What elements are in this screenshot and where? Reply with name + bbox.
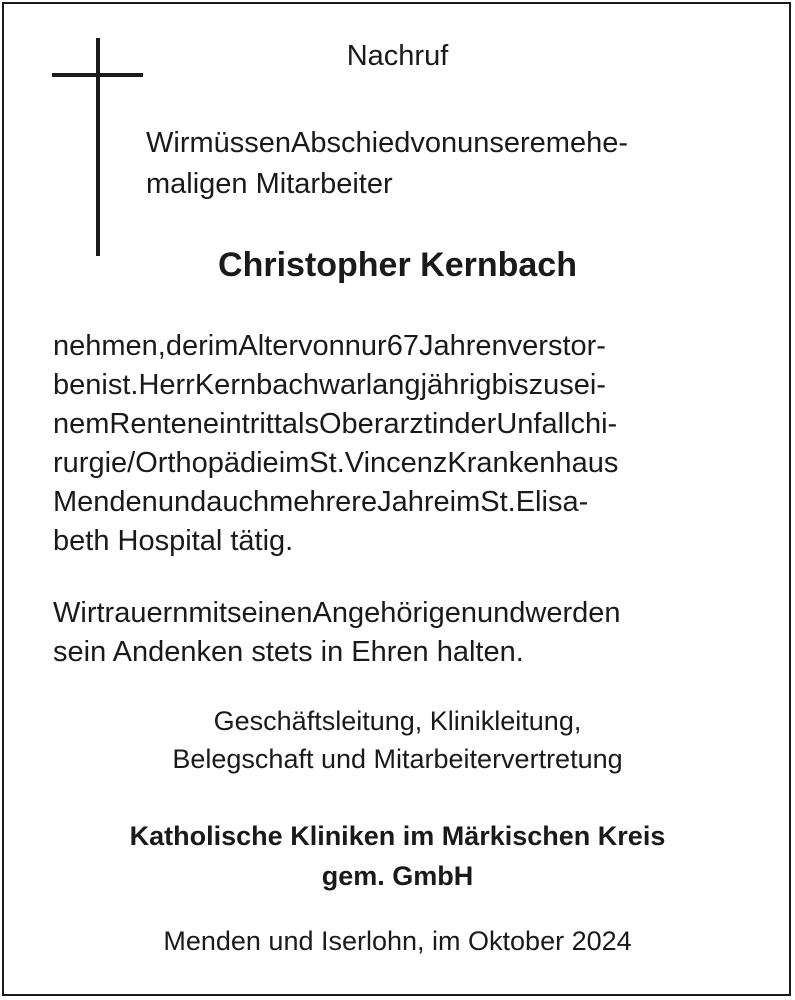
- word: seinen: [227, 597, 313, 629]
- word: Jahre: [377, 486, 450, 518]
- word: trauern: [96, 597, 189, 629]
- word: Elisa-: [515, 486, 589, 518]
- word: unserem: [457, 127, 570, 159]
- word: Herr: [138, 369, 195, 401]
- word: als: [281, 408, 319, 440]
- word: von: [410, 127, 458, 159]
- word: werden: [525, 597, 621, 629]
- word: Kernbach: [194, 369, 319, 401]
- word: Krankenhaus: [447, 447, 619, 479]
- word: ben: [53, 369, 102, 401]
- word: verstor-: [507, 330, 606, 362]
- signer-line: Geschäftsleitung, Klinikleitung,: [213, 706, 582, 736]
- word: Menden: [53, 486, 158, 518]
- word: zu: [528, 369, 560, 401]
- word: Mitarbeiter: [255, 168, 393, 200]
- organization-line: Katholische Kliniken im Märkischen Kreis: [129, 821, 666, 851]
- word: St.: [480, 486, 516, 518]
- place-date: Menden und Iserlohn, im Oktober 2024: [163, 926, 632, 956]
- signer-line: Belegschaft und Mitarbeitervertretung: [172, 744, 623, 774]
- paragraph-1: [53, 327, 743, 561]
- intro-line: [146, 123, 743, 164]
- word: Jahren: [418, 330, 508, 362]
- paragraph-line: [53, 594, 743, 633]
- word: in: [431, 408, 455, 440]
- word: von: [298, 330, 345, 362]
- word: nur: [344, 330, 387, 362]
- word: St.: [309, 447, 345, 479]
- paragraph-line: [53, 444, 743, 483]
- word: ehe-: [569, 127, 628, 159]
- word: im: [207, 330, 239, 362]
- deceased-name: Christopher Kernbach: [218, 246, 577, 284]
- word: Oberarzt: [319, 408, 432, 440]
- word: ist.: [101, 369, 139, 401]
- word: Alter: [238, 330, 299, 362]
- word: der: [165, 330, 208, 362]
- paragraph-line: beth Hospital tätig.: [53, 525, 294, 557]
- word: Abschied: [291, 127, 411, 159]
- word: und: [157, 486, 207, 518]
- paragraph-line: [53, 366, 743, 405]
- word: rurgie/Orthopädie: [53, 447, 279, 479]
- intro-text: [146, 123, 743, 205]
- word: Renteneintritt: [109, 408, 282, 440]
- word: Unfallchi-: [496, 408, 618, 440]
- organization-line: gem. GmbH: [321, 861, 474, 891]
- paragraph-line: sein Andenken stets in Ehren halten.: [53, 636, 524, 668]
- word: maligen: [146, 168, 256, 200]
- word: sei-: [559, 369, 606, 401]
- word: mit: [188, 597, 228, 629]
- word: müssen: [189, 127, 292, 159]
- paragraph-line: [53, 327, 743, 366]
- organization-name: [0, 816, 795, 896]
- word: Wir: [146, 127, 190, 159]
- word: langjährig: [365, 369, 492, 401]
- paragraph-2: [53, 594, 743, 672]
- word: war: [319, 369, 366, 401]
- intro-line: [146, 164, 743, 205]
- word: im: [449, 486, 481, 518]
- word: nem: [53, 408, 110, 440]
- paragraph-line: [53, 405, 743, 444]
- word: Vincenz: [344, 447, 448, 479]
- word: der: [454, 408, 497, 440]
- word: im: [278, 447, 310, 479]
- word: nehmen,: [53, 330, 166, 362]
- word: 67: [386, 330, 419, 362]
- signers-block: [0, 702, 795, 778]
- word: Angehörigen: [312, 597, 477, 629]
- word: auch: [206, 486, 270, 518]
- word: mehrere: [269, 486, 378, 518]
- word: und: [477, 597, 526, 629]
- word: bis: [491, 369, 529, 401]
- paragraph-line: [53, 483, 743, 522]
- obituary-heading: Nachruf: [346, 40, 449, 72]
- word: Wir: [53, 597, 97, 629]
